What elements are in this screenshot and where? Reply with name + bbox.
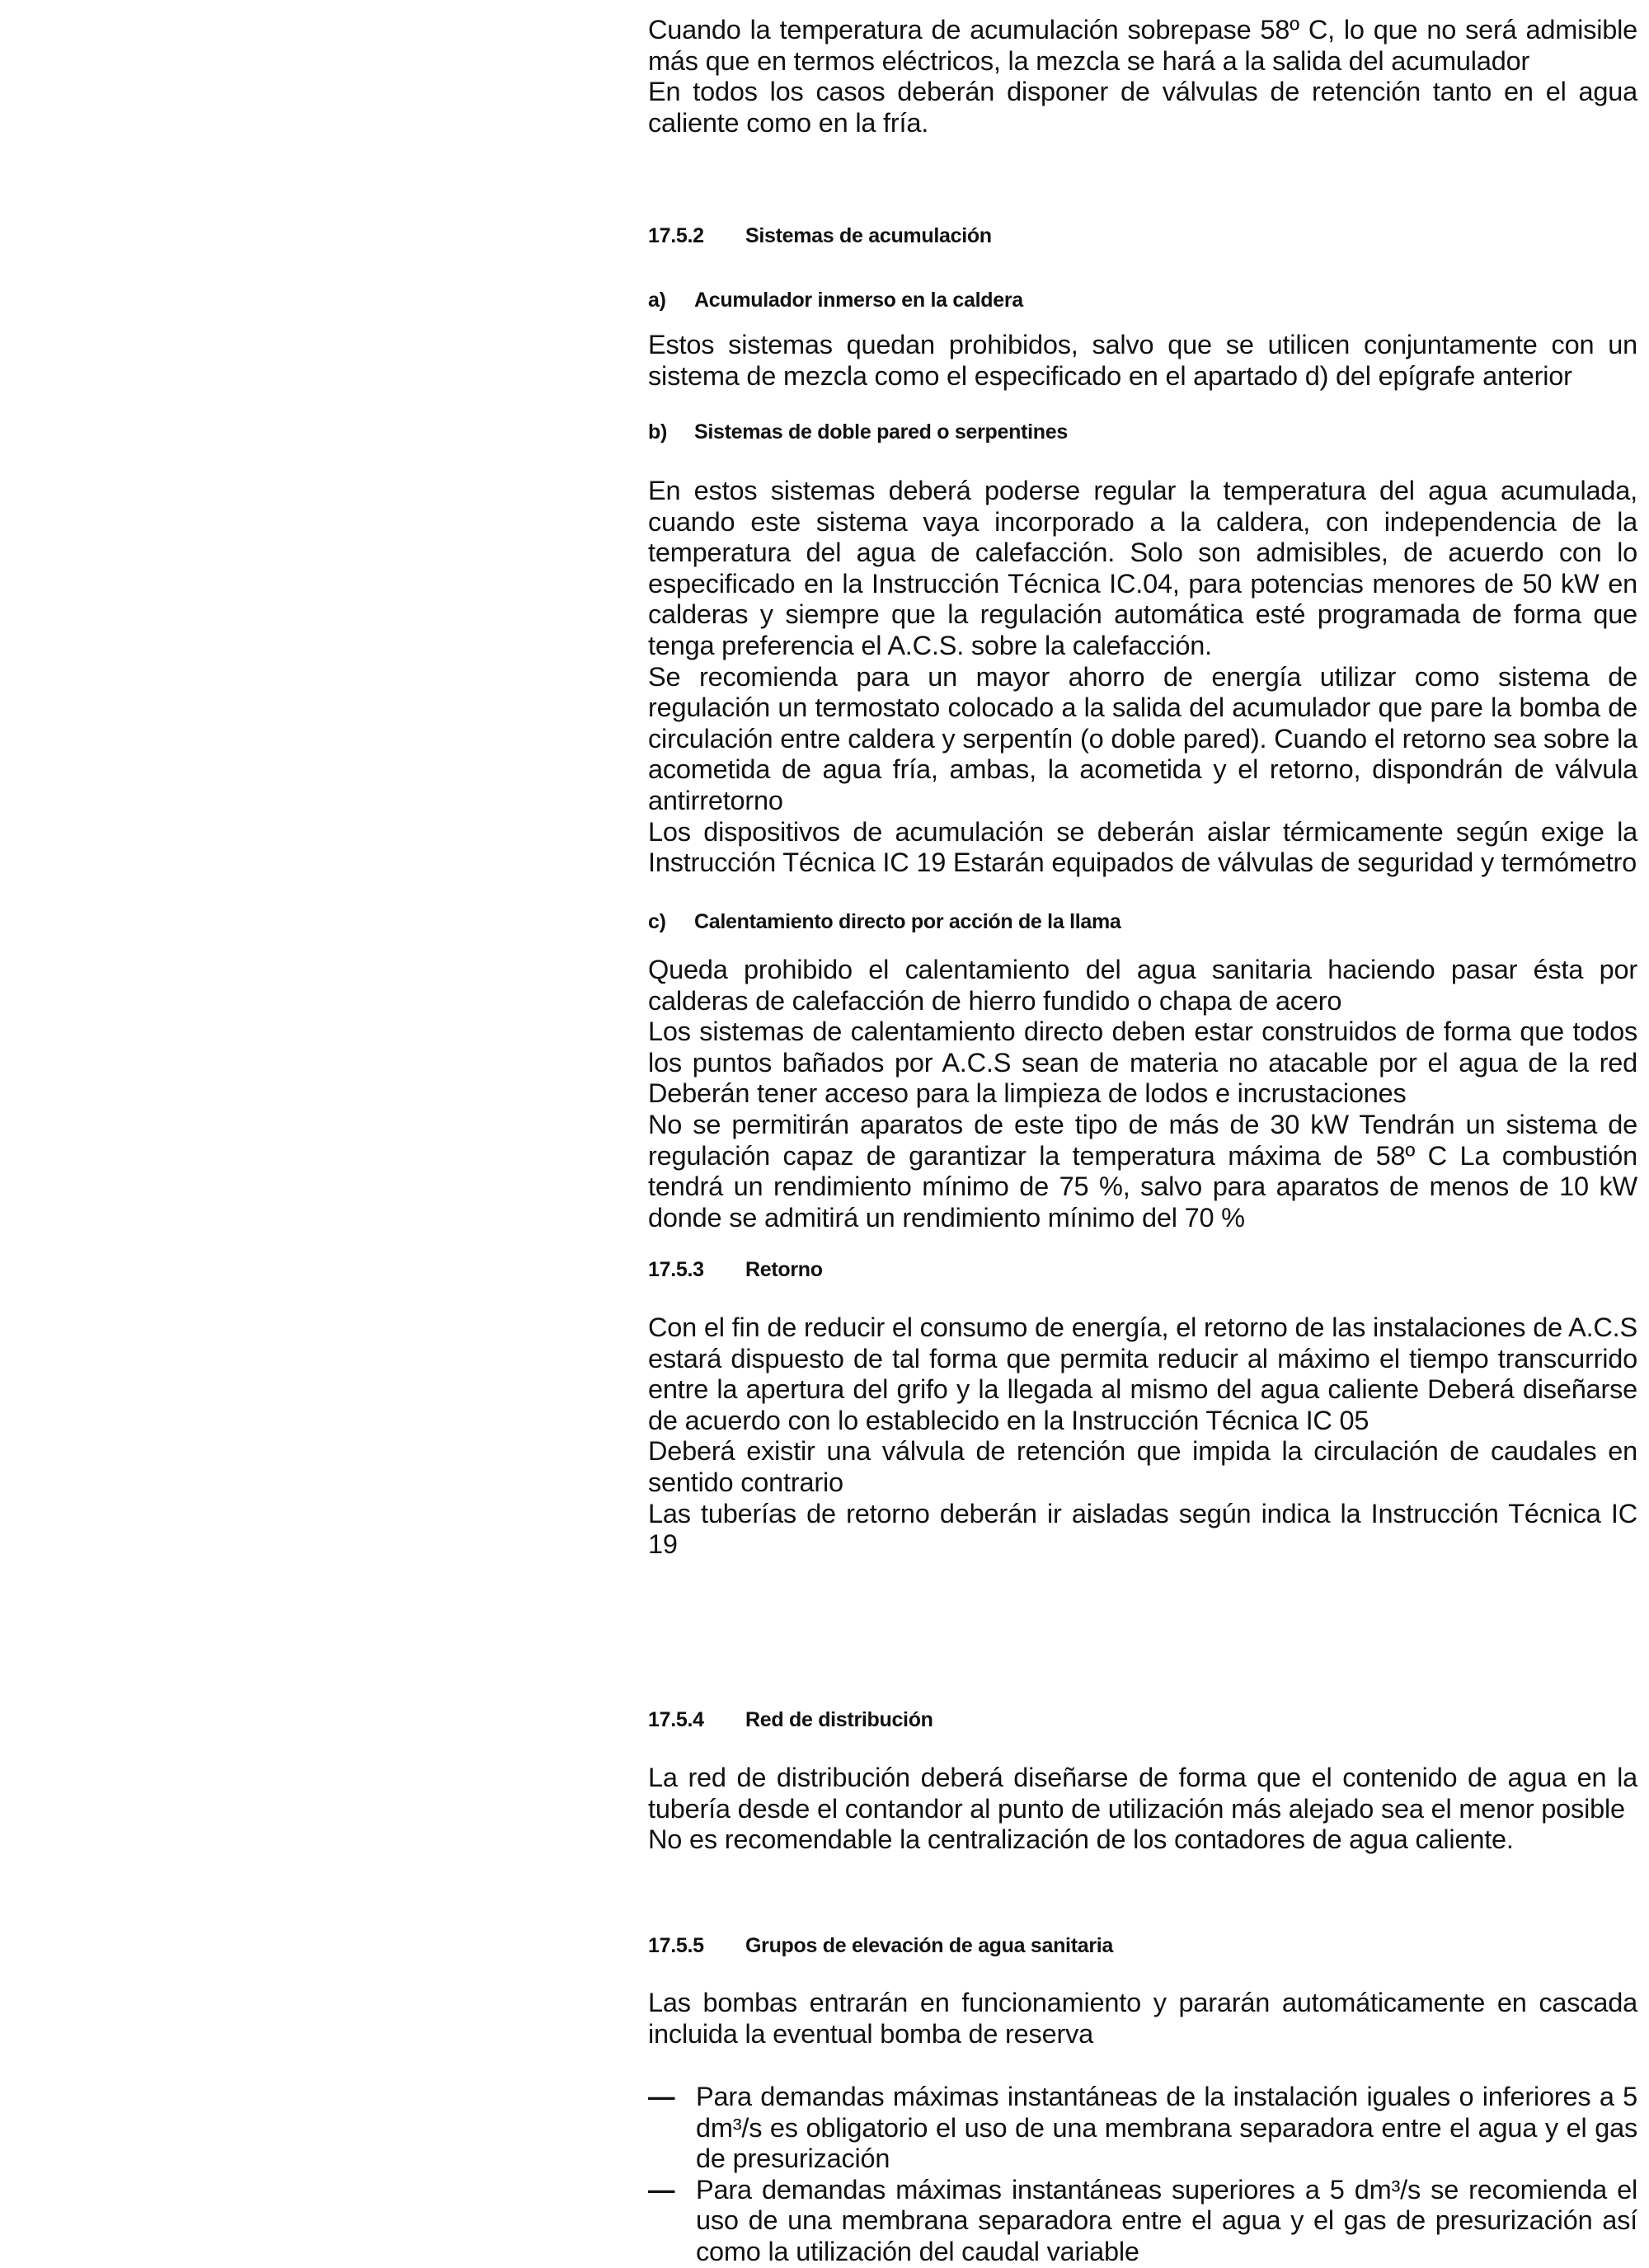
subsection-letter: a) [648, 289, 666, 312]
paragraph: Estos sistemas quedan prohibidos, salvo que se utilicen conjuntamente con un sistema de mezcla como el especificado en el apartado d) del epígrafe anterior [648, 330, 1637, 391]
section-title: Grupos de elevación de agua sanitaria [745, 1934, 1114, 1957]
section-heading-17-5-2 [648, 224, 1637, 248]
section-17-5-4-body [648, 1763, 1637, 1856]
paragraph: Los sistemas de calentamiento directo deben estar construidos de forma que todos los puntos bañados por A.C.S sean de materia no atacable por el agua de la red Deberán tener acceso para la limpieza de lodos e incrustaciones [648, 1017, 1637, 1109]
paragraph: Se recomienda para un mayor ahorro de energía utilizar como sistema de regulación un termostato colocado a la salida del acumulador que pare la bomba de circulación entre caldera y serpentín (o doble pared). Cuando el retorno sea sobre la acometida de agua fría, ambas, la acometida y el retorno, dispondrán de válvula antirretorno [648, 661, 1637, 815]
subsection-a-body [648, 330, 1637, 392]
subsection-letter: c) [648, 910, 666, 933]
section-number: 17.5.2 [648, 224, 704, 247]
paragraph: Deberá existir una válvula de retención que impida la circulación de caudales en sentido contrario [648, 1436, 1637, 1497]
section-heading-17-5-5 [648, 1934, 1637, 1958]
section-title: Red de distribución [745, 1708, 933, 1731]
paragraph: Con el fin de reducir el consumo de energía, el retorno de las instalaciones de A.C.S estará dispuesto de tal forma que permita reducir al máximo el tiempo transcurrido entre la apertura del grifo y la llegada al mismo del agua caliente Deberá diseñarse de acuerdo con lo establecido en la Instrucción Técnica IC 05 [648, 1312, 1637, 1435]
paragraph: No es recomendable la centralización de los contadores de agua caliente. [648, 1824, 1514, 1855]
subsection-c-body [648, 955, 1637, 1233]
bullet-list [648, 2082, 1637, 2268]
dash-bullet-icon: — [648, 2082, 675, 2111]
section-heading-17-5-4 [648, 1708, 1637, 1732]
subsection-title: Acumulador inmerso en la caldera [694, 289, 1023, 312]
paragraph: En estos sistemas deberá poderse regular la temperatura del agua acumulada, cuando este sistema vaya incorporado a la caldera, con independencia de la temperatura del agua de calefacción. Solo son admisibles, de acuerdo con lo especificado en la Instrucción Técnica IC.04, para potencias menores de 50 kW en calderas y siempre que la regulación automática esté programada de forma que tenga preferencia el A.C.S. sobre la calefacción. [648, 476, 1637, 660]
section-number: 17.5.3 [648, 1258, 704, 1281]
section-title: Retorno [745, 1258, 823, 1281]
section-heading-17-5-3 [648, 1258, 1637, 1282]
paragraph: En todos los casos deberán disponer de válvulas de retención tanto en el agua caliente como en la fría. [648, 77, 1637, 138]
list-item-text: Para demandas máximas instantáneas de la instalación iguales o inferiores a 5 dm³/s es obligatorio el uso de una membrana separadora entre el agua y el gas de presurización [696, 2082, 1637, 2174]
paragraph: Queda prohibido el calentamiento del agua sanitaria haciendo pasar ésta por calderas de calefacción de hierro fundido o chapa de acero [648, 955, 1637, 1016]
section-17-5-3-body [648, 1312, 1637, 1561]
paragraph: Las bombas entrarán en funcionamiento y pararán automáticamente en cascada incluida la eventual bomba de reserva [648, 1988, 1637, 2049]
list-item [648, 2175, 1637, 2268]
subsection-title: Sistemas de doble pared o serpentines [694, 420, 1068, 444]
section-number: 17.5.4 [648, 1708, 704, 1731]
dash-bullet-icon: — [648, 2174, 675, 2205]
intro-section [648, 15, 1637, 139]
list-item-text: Para demandas máximas instantáneas superiores a 5 dm³/s se recomienda el uso de una membrana separadora entre el agua y el gas de presurización así como la utilización del caudal variable [696, 2174, 1637, 2266]
subsection-heading-a [648, 289, 1637, 312]
paragraph: Los dispositivos de acumulación se deberán aislar térmicamente según exige la Instrucción Técnica IC 19 Estarán equipados de válvulas de seguridad y termómetro [648, 816, 1637, 878]
paragraph: La red de distribución deberá diseñarse de forma que el contenido de agua en la tubería desde el contandor al punto de utilización más alejado sea el menor posible [648, 1763, 1637, 1824]
subsection-title: Calentamiento directo por acción de la llama [694, 910, 1121, 933]
subsection-heading-c [648, 910, 1637, 934]
list-item [648, 2082, 1637, 2175]
paragraph: No se permitirán aparatos de este tipo de más de 30 kW Tendrán un sistema de regulación capaz de garantizar la temperatura máxima de 58º C La combustión tendrá un rendimiento mínimo de 75 %, salvo para aparatos de menos de 10 kW donde se admitirá un rendimiento mínimo del 70 % [648, 1109, 1637, 1233]
paragraph: Cuando la temperatura de acumulación sobrepase 58º C, lo que no será admisible más que en termos eléctricos, la mezcla se hará a la salida del acumulador [648, 15, 1637, 76]
section-number: 17.5.5 [648, 1934, 704, 1957]
subsection-b-body [648, 476, 1637, 879]
section-title: Sistemas de acumulación [745, 224, 992, 247]
subsection-heading-b [648, 420, 1637, 444]
paragraph: Las tuberías de retorno deberán ir aisladas según indica la Instrucción Técnica IC 19 [648, 1498, 1637, 1560]
subsection-letter: b) [648, 420, 667, 444]
section-17-5-5-body [648, 1988, 1637, 2050]
